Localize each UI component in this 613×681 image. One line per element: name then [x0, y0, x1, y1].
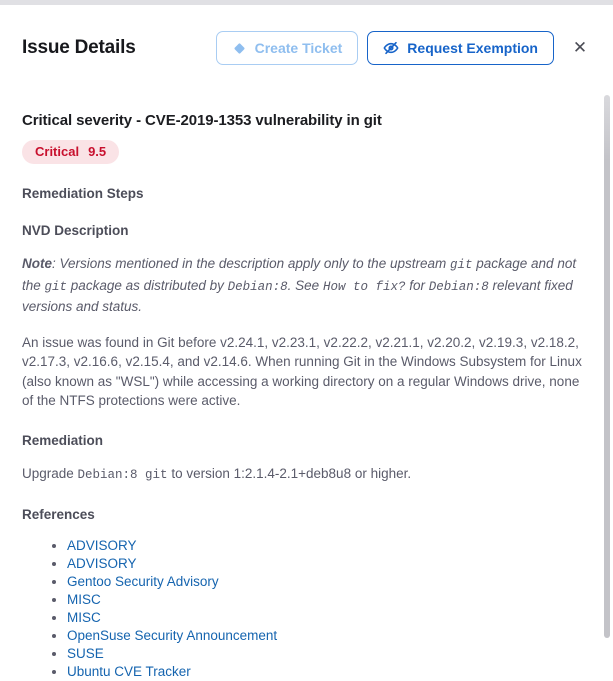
remediation-heading: Remediation: [22, 432, 104, 448]
reference-link[interactable]: MISC: [67, 610, 101, 625]
reference-link[interactable]: Ubuntu CVE Tracker: [67, 664, 191, 679]
close-icon[interactable]: ✕: [567, 35, 593, 61]
reference-list-item: [67, 627, 593, 645]
text-segment: Upgrade: [22, 465, 78, 481]
request-exemption-button[interactable]: [367, 31, 554, 65]
text-segment: Note: [22, 256, 52, 271]
reference-link[interactable]: ADVISORY: [67, 538, 137, 553]
text-segment: How to fix?: [322, 279, 406, 294]
text-segment: Debian:8: [227, 279, 288, 294]
nvd-description-paragraph: An issue was found in Git before v2.24.1, v2.23.1, v2.22.2, v2.21.1, v2.20.2, v2.19.3, v2.18.2, v2.17.3, v2.16.6, v2.15.4, and v2.14.6. When running Git in the Windows Subsystem for Linux (also known as "WSL") while accessing a working directory on a regular Windows drive, none of the NTFS protections were active.: [22, 334, 582, 408]
nvd-description-heading: NVD Description: [22, 223, 129, 238]
reference-link[interactable]: MISC: [67, 592, 101, 607]
references-heading: References: [22, 507, 95, 522]
reference-list-item: [67, 573, 593, 591]
reference-link[interactable]: ADVISORY: [67, 556, 137, 571]
nvd-note-paragraph: [22, 254, 593, 317]
reference-list-item: [67, 555, 593, 573]
reference-link[interactable]: SUSE: [67, 646, 104, 661]
text-segment: git: [449, 258, 473, 272]
remediation-paragraph: [22, 464, 593, 486]
page-title: Issue Details: [22, 37, 136, 58]
reference-list-item: [67, 537, 593, 555]
create-ticket-button[interactable]: [216, 31, 359, 65]
text-segment: for: [405, 277, 429, 293]
scrollbar-track: [604, 95, 610, 638]
scrollbar-thumb[interactable]: [604, 95, 610, 638]
severity-badge: [22, 140, 119, 164]
text-segment: Debian:8: [428, 279, 489, 294]
text-segment: package as distributed by: [67, 277, 228, 293]
text-segment: git: [44, 279, 68, 294]
issue-details-header: [0, 5, 613, 67]
issue-details-content: [0, 67, 613, 681]
reference-list-item: [67, 645, 593, 663]
create-ticket-label: Create Ticket: [254, 40, 343, 56]
text-segment: : Versions mentioned in the description apply only to the upstream: [52, 256, 450, 271]
reference-list-item: [67, 609, 593, 627]
diamond-icon: [232, 41, 247, 56]
issue-title: Critical severity - CVE-2019-1353 vulnerability in git: [22, 112, 382, 129]
reference-link[interactable]: Gentoo Security Advisory: [67, 574, 219, 589]
text-segment: package and not the: [22, 256, 577, 293]
remediation-steps-heading: Remediation Steps: [22, 186, 144, 201]
reference-list-item: [67, 663, 593, 681]
reference-list-item: [67, 591, 593, 609]
severity-score: 9.5: [88, 144, 107, 159]
text-segment: . See: [287, 277, 323, 293]
reference-link[interactable]: OpenSuse Security Announcement: [67, 628, 278, 643]
text-segment: to version 1:2.1.4-2.1+deb8u8 or higher.: [167, 465, 412, 481]
text-segment: relevant fixed versions and status.: [22, 277, 573, 314]
severity-label: Critical: [35, 144, 80, 159]
references-list: [22, 537, 593, 681]
eye-slash-icon: [383, 40, 399, 56]
request-exemption-label: Request Exemption: [407, 40, 538, 56]
text-segment: Debian:8 git: [77, 467, 168, 482]
